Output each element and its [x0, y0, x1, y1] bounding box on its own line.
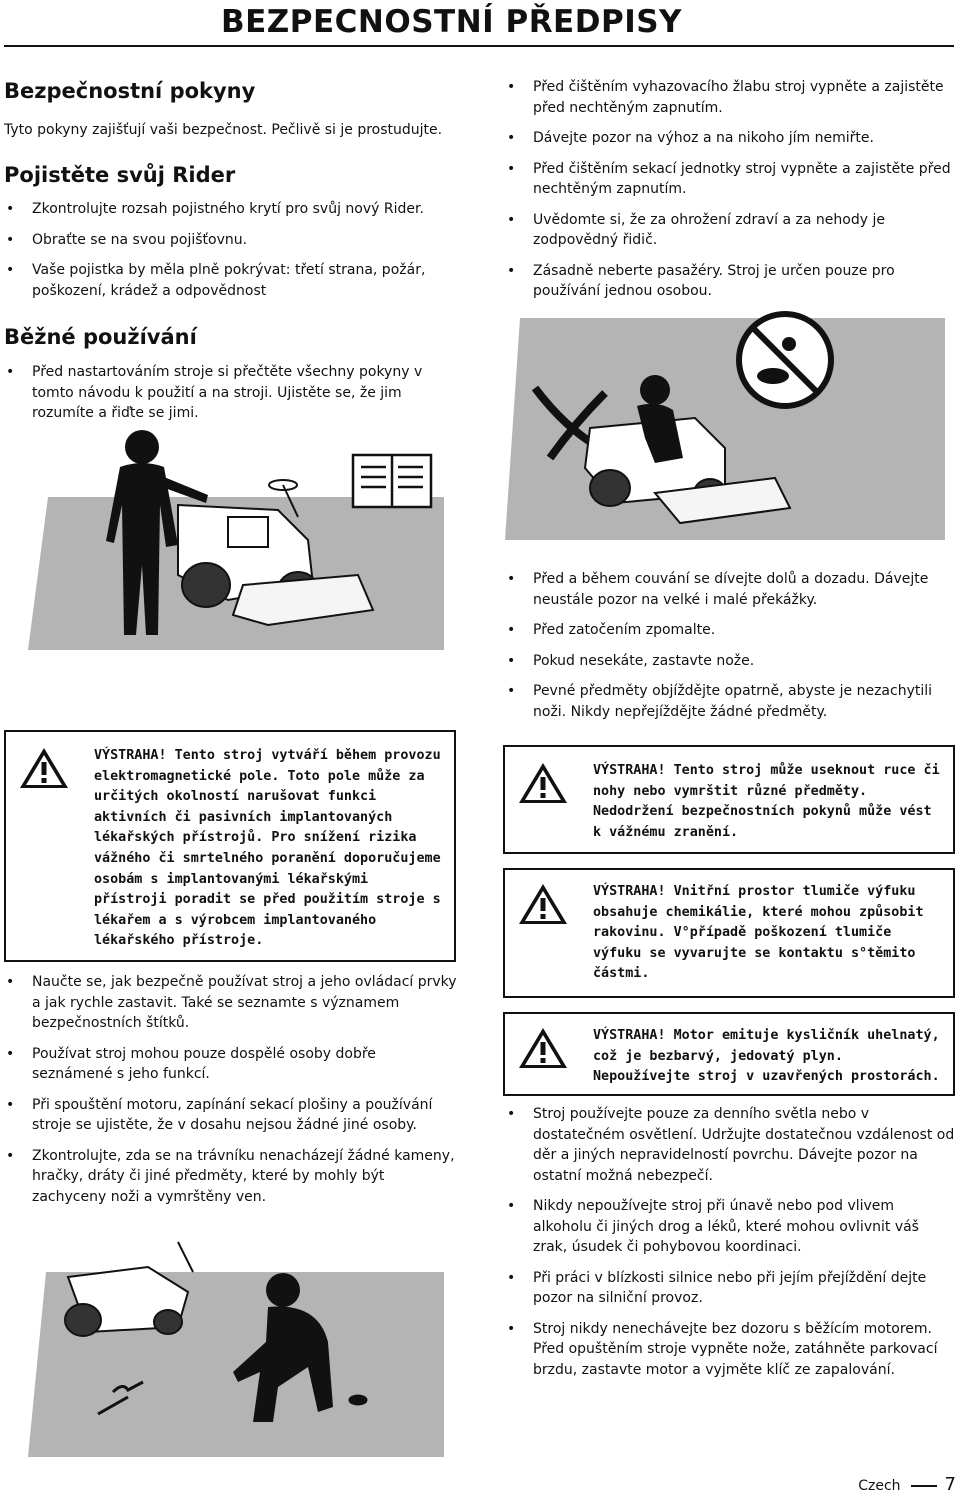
no-passengers-illustration [505, 308, 945, 540]
list-item: • Zkontrolujte rozsah pojistného krytí pro svůj nový Rider. [4, 199, 444, 220]
footer-language: Czech [858, 1478, 901, 1494]
prohibition-sign-icon [739, 314, 831, 406]
list-item: • Obraťte se na svou pojišťovnu. [4, 230, 444, 251]
list-item: • Při práci v blízkosti silnice nebo při jejím přejíždění dejte pozor na silniční provoz. [505, 1268, 955, 1309]
safety-intro: Tyto pokyny zajišťují vaši bezpečnost. Pečlivě si je prostudujte. [4, 122, 443, 138]
rider-manual-illustration [28, 425, 444, 650]
list-item: • Naučte se, jak bezpečně používat stroj a jeho ovládací prvky a jak rychle zastavit. Také se seznamte s významem bezpečnostních štítků. [4, 972, 459, 1034]
list-item: • Zkontrolujte, zda se na trávníku nenacházejí žádné kameny, hračky, dráty či jiné předměty, které by mohly být zachyceny noži a vymrštěny ven. [4, 1146, 459, 1208]
page-number: 7 [944, 1474, 956, 1495]
warning-box-electromagnetic [4, 730, 456, 962]
right-bottom-list [505, 1104, 955, 1390]
list-item: • Nikdy nepoužívejte stroj při únavě nebo pod vlivem alkoholu či jiných drog a léků, které mohou ovlivnit váš zrak, úsudek či pohybovou koordinaci. [505, 1196, 955, 1258]
list-item: • Pokud nesekáte, zastavte nože. [505, 651, 955, 672]
rider-mower-drawing [65, 1242, 193, 1336]
list-item: • Zásadně neberte pasažéry. Stroj je určen pouze pro používání jednou osobou. [505, 261, 955, 302]
list-item: • Dávejte pozor na výhoz a na nikoho jím nemiřte. [505, 128, 955, 149]
warning-text: VÝSTRAHA! Motor emituje kysličník uhelnatý, což je bezbarvý, jedovatý plyn. Nepoužívejte stroj v uzavřených prostorách. [593, 1028, 940, 1085]
list-item: • Vaše pojistka by měla plně pokrývat: třetí strana, požár, poškození, krádež a odpovědnost [4, 260, 444, 301]
header-rule [4, 45, 954, 47]
list-item: • Pevné předměty objíždějte opatrně, abyste je nezachytili noži. Nikdy nepřejíždějte žádné předměty. [505, 681, 955, 722]
list-item: • Uvědomte si, že za ohrožení zdraví a za nehody je zodpovědný řidič. [505, 210, 955, 251]
lawn-cleanup-illustration [28, 1222, 444, 1457]
footer-rule [911, 1485, 937, 1487]
page-header-title: BEZPECNOSTNÍ PŘEDPISY [221, 4, 682, 40]
list-item: • Před čištěním vyhazovacího žlabu stroj vypněte a zajistěte před nechtěným zapnutím. [505, 77, 955, 118]
list-item: • Před a během couvání se dívejte dolů a dozadu. Dávejte neustále pozor na velké i malé překážky. [505, 569, 955, 610]
lower-list [4, 972, 459, 1217]
list-item: • Používat stroj mohou pouze dospělé osoby dobře seznámené s jeho funkcí. [4, 1044, 459, 1085]
warning-box-carbon-monoxide [503, 1012, 955, 1096]
warning-box-injury [503, 745, 955, 854]
insure-heading: Pojistěte svůj Rider [4, 163, 236, 187]
list-item: • Před nastartováním stroje si přečtěte všechny pokyny v tomto návodu k použití a na stroji. Ujistěte se, že jim rozumíte a řiďte se jimi. [4, 362, 454, 424]
usage-heading: Běžné používání [4, 325, 197, 349]
safety-heading: Bezpečnostní pokyny [4, 79, 256, 103]
list-item: • Stroj nikdy nenechávejte bez dozoru s běžícím motorem. Před opuštěním stroje vypněte nože, zatáhněte parkovací brzdu, zastavte motor a vyjměte klíč ze zapalování. [505, 1319, 955, 1381]
warning-triangle-icon [517, 1026, 569, 1070]
warning-text: VÝSTRAHA! Tento stroj může useknout ruce či nohy nebo vymrštit různé předměty. Nedodržení bezpečnostních pokynů může vést k vážnému zranění. [593, 763, 940, 840]
list-item: • Před čištěním sekací jednotky stroj vypněte a zajistěte před nechtěným zapnutím. [505, 159, 955, 200]
warning-text: VÝSTRAHA! Vnitřní prostor tlumiče výfuku obsahuje chemikálie, které mohou způsobit rakovinu. V°případě poškození tlumiče výfuku se vyvarujte se kontaktu s°těmito částmi. [593, 884, 924, 982]
warning-triangle-icon [517, 761, 569, 805]
book-icon [353, 455, 431, 507]
warning-text: VÝSTRAHA! Tento stroj vytváří během provozu elektromagnetické pole. Toto pole může za určitých okolností narušovat funkci aktivních či pasivních implantovaných lékařských přístrojů. Pro snížení rizika vážného či smrtelného poranění doporučujeme osobám s implantovanými lékařskými přístroji poradit se před použitím stroje s lékařem a s výrobcem implantovaného lékařského přístroje. [94, 748, 441, 949]
list-item: • Stroj používejte pouze za denního světla nebo v dostatečném osvětlení. Udržujte dostatečnou vzdálenost od děr a jiných nepravidelností povrchu. Dávejte pozor na ostatní možná nebezpečí. [505, 1104, 955, 1186]
insure-list [4, 199, 444, 311]
list-item: • Při spouštění motoru, zapínání sekací plošiny a používání stroje se ujistěte, že v dosahu nejsou žádné jiné osoby. [4, 1095, 459, 1136]
warning-triangle-icon [18, 746, 70, 790]
right-top-list [505, 77, 955, 312]
warning-box-muffler [503, 868, 955, 998]
warning-triangle-icon [517, 882, 569, 926]
usage-list [4, 362, 454, 434]
list-item: • Před zatočením zpomalte. [505, 620, 955, 641]
right-mid-list [505, 569, 955, 732]
